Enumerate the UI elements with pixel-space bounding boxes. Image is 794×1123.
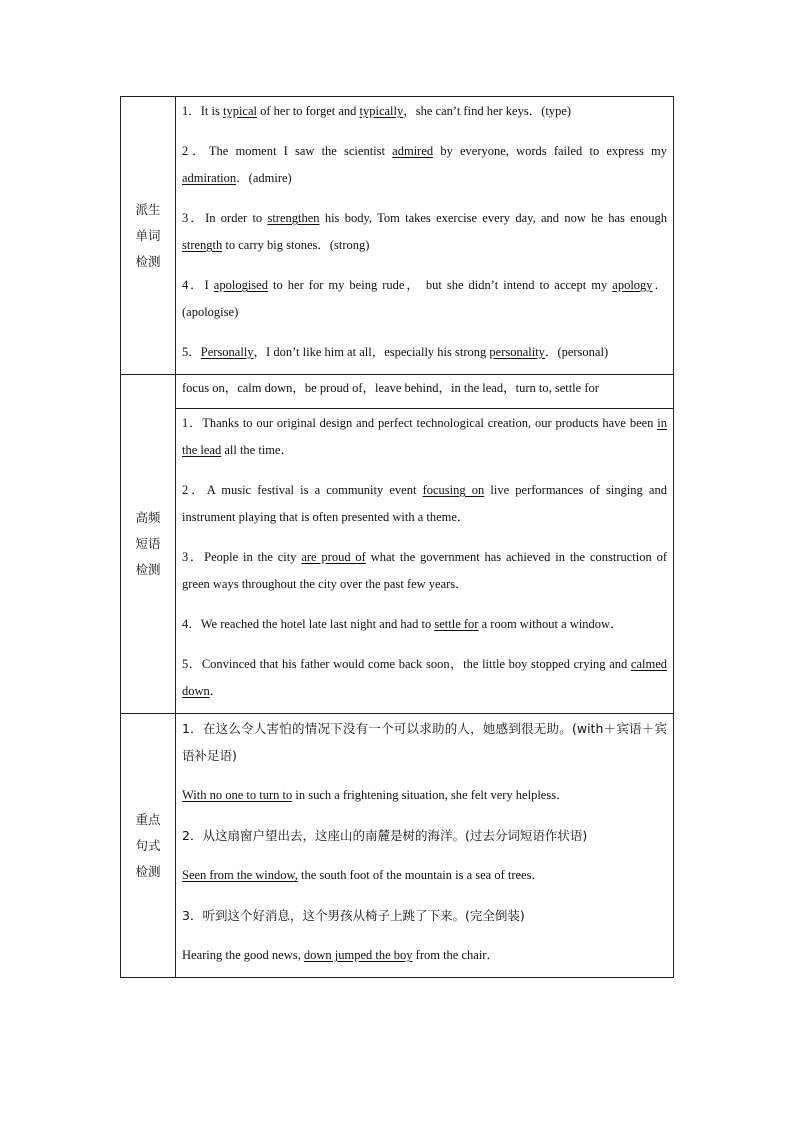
answer-blank: typically (359, 104, 404, 118)
phrase-item-4: 4．We reached the hotel late last night and had to settle for a room without a window． (182, 617, 623, 631)
sentence-prompt-3: 3．听到这个好消息，这个男孩从椅子上跳了下来。(完全倒装) (182, 908, 525, 923)
phrases-word-bank: focus on，calm down，be proud of，leave behind，in the lead，turn to, settle for (176, 375, 674, 409)
sentence-answer-1: With no one to turn to in such a frightening situation, she felt very helpless． (182, 788, 569, 802)
phrases-category: 高频 短语 检测 (121, 375, 176, 714)
answer-blank: are proud of (301, 550, 366, 564)
answer-blank: admiration (182, 171, 237, 185)
exercise-table (120, 96, 674, 978)
answer-blank: focusing on (422, 483, 485, 497)
answer-blank: down jumped the boy (303, 948, 413, 962)
answer-blank: in the lead (182, 416, 667, 457)
sentence-answer-2: Seen from the window, the south foot of the mountain is a sea of trees． (182, 868, 544, 882)
sentence-answer-3: Hearing the good news, down jumped the boy from the chair． (182, 948, 499, 962)
answer-blank: typical (222, 104, 257, 118)
derivation-category: 派生 单词 检测 (121, 97, 176, 375)
answer-blank: Personally (200, 345, 254, 359)
derivation-item-3: 3．In order to strengthen his body, Tom takes exercise every day, and now he has enough strength to carry big stones．(strong) (182, 211, 667, 252)
phrases-section (121, 375, 674, 409)
derivation-item-1: 1．It is typical of her to forget and typically，she can’t find her keys．(type) (182, 104, 572, 118)
phrase-item-1: 1．Thanks to our original design and perfect technological creation, our products have been in the lead all the time． (182, 416, 667, 457)
answer-blank: strengthen (267, 211, 320, 225)
derivation-item-4: 4．I apologised to her for my being rude， but she didn’t intend to accept my apology．(apologise) (182, 278, 667, 319)
phrases-items-row (121, 409, 674, 714)
sentences-section (121, 714, 674, 978)
answer-blank: apology (612, 278, 653, 292)
answer-blank: calmed down (182, 657, 667, 698)
phrases-content (176, 409, 674, 714)
derivation-item-5: 5．Personally，I don’t like him at all，especially his strong personality．(personal) (182, 345, 609, 359)
answer-blank: admired (392, 144, 434, 158)
answer-blank: apologised (213, 278, 268, 292)
answer-blank: personality (489, 345, 545, 359)
sentence-prompt-2: 2．从这扇窗户望出去，这座山的南麓是树的海洋。(过去分词短语作状语) (182, 828, 588, 843)
derivation-section (121, 97, 674, 375)
phrase-item-2: 2．A music festival is a community event focusing on live performances of singing and instrument playing that is often presented with a theme． (182, 483, 667, 524)
answer-blank: With no one to turn to (182, 788, 293, 802)
phrase-item-3: 3．People in the city are proud of what the government has achieved in the construction of green ways throughout the city over the past few years． (182, 550, 667, 591)
answer-blank: strength (182, 238, 223, 252)
sentences-category: 重点 句式 检测 (121, 714, 176, 978)
answer-blank: settle for (434, 617, 479, 631)
derivation-content (176, 97, 674, 375)
derivation-item-2: 2．The moment I saw the scientist admired by everyone, words failed to express my admiration．(admire) (182, 144, 668, 185)
sentences-content (176, 714, 674, 978)
sentence-prompt-1: 1．在这么令人害怕的情况下没有一个可以求助的人，她感到很无助。(with＋宾语＋宾语补足语) (182, 721, 667, 763)
answer-blank: Seen from the window, (182, 868, 298, 882)
phrase-item-5: 5．Convinced that his father would come back soon，the little boy stopped crying and calmed down． (182, 657, 667, 698)
